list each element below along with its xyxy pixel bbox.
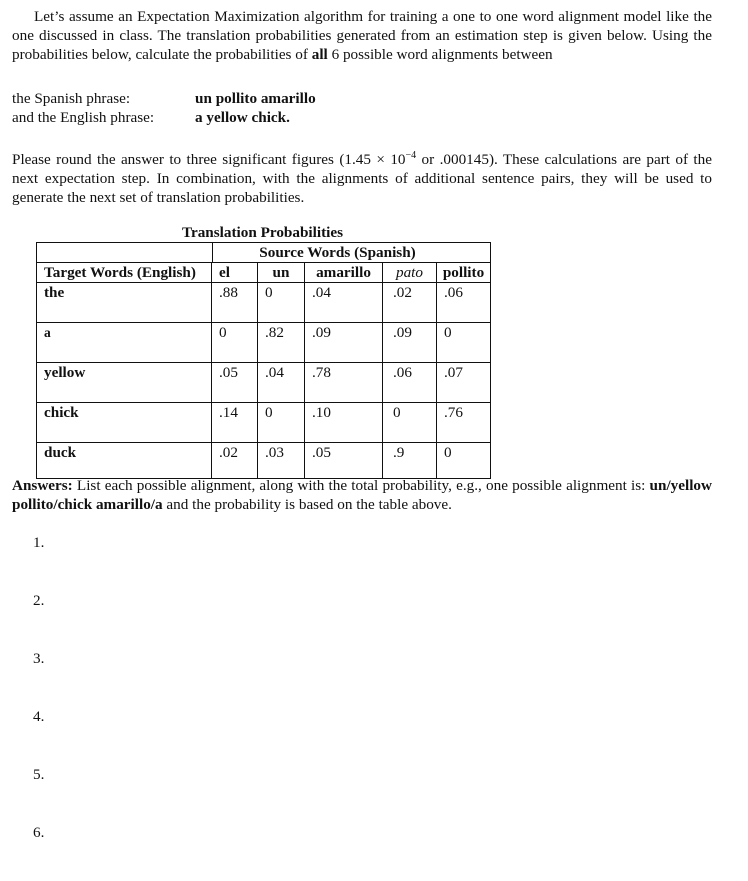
answer-list (33, 533, 44, 881)
table-row (37, 323, 490, 363)
table-cell: 0 (258, 283, 305, 322)
spanish-phrase-value: un pollito amarillo (195, 90, 316, 107)
intro-text-b: 6 possible word alignments between (327, 46, 553, 63)
table-cell: 0 (444, 324, 452, 341)
col-header-pato: pato (383, 263, 437, 282)
row-word: chick (37, 403, 212, 442)
source-header-row (37, 243, 490, 263)
answers-text-b: and the probability is based on the table above. (162, 496, 452, 513)
list-item: 6. (33, 824, 45, 841)
table-cell: .09 (305, 323, 383, 362)
answers-paragraph (12, 476, 712, 514)
spanish-phrase-label: the Spanish phrase: (12, 90, 131, 107)
table-cell: .04 (305, 283, 383, 322)
table-cell: .10 (305, 403, 383, 442)
rounding-paragraph (12, 150, 712, 207)
target-header: Target Words (English) (37, 263, 212, 282)
translation-table (36, 242, 491, 479)
table-cell: .09 (383, 323, 437, 362)
table-title: Translation Probabilities (181, 224, 344, 241)
list-item: 1. (33, 534, 45, 551)
table-row (37, 403, 490, 443)
list-item: 3. (33, 650, 45, 667)
table-cell: .14 (212, 403, 258, 442)
intro-text-a: Let’s assume an Expectation Maximization algorithm for training a one to one word alignment model like the one discussed in class. The translation probabilities generated from an estimation step is given below. Using the probabilities below, calculate the probabilities of (12, 8, 712, 63)
col-header-un: un (258, 263, 305, 282)
list-item: 2. (33, 592, 45, 609)
table-cell: 0 (444, 444, 452, 461)
table-cell: 0 (258, 403, 305, 442)
table-cell: .06 (444, 284, 463, 301)
table-cell: .05 (305, 443, 383, 478)
table-cell: .07 (444, 364, 463, 381)
spanish-phrase-row (12, 89, 512, 108)
table-cell: .02 (212, 443, 258, 478)
list-item: 5. (33, 766, 45, 783)
table-cell: .04 (258, 363, 305, 402)
table-cell: .9 (383, 443, 437, 478)
table-cell: .06 (383, 363, 437, 402)
rounding-text-a: Please round the answer to three significant figures ( (12, 151, 345, 168)
header-spacer (37, 243, 213, 262)
rounding-exponent: −4 (405, 149, 417, 161)
table-cell: .82 (258, 323, 305, 362)
row-word: yellow (37, 363, 212, 402)
table-cell: .03 (258, 443, 305, 478)
col-header-amarillo: amarillo (305, 263, 383, 282)
table-row (37, 443, 490, 479)
intro-paragraph (12, 7, 712, 64)
table-cell: .78 (305, 363, 383, 402)
table-cell: .88 (212, 283, 258, 322)
table-cell: .05 (212, 363, 258, 402)
source-header: Source Words (Spanish) (259, 244, 416, 261)
english-phrase-row (12, 108, 512, 127)
table-row (37, 363, 490, 403)
english-phrase-label: and the English phrase: (12, 109, 155, 126)
rounding-sci: 1.45 × 10 (344, 151, 406, 168)
phrase-pair (12, 89, 512, 127)
intro-emphasis: all (311, 46, 328, 63)
table-cell: .02 (383, 283, 437, 322)
row-word: the (37, 283, 212, 322)
table-cell: 0 (212, 323, 258, 362)
column-header-row (37, 263, 490, 282)
table-row (37, 282, 490, 323)
list-item: 4. (33, 708, 45, 725)
table-cell: 0 (383, 403, 437, 442)
table-cell: .76 (444, 404, 463, 421)
row-word: duck (37, 443, 212, 478)
col-header-el: el (212, 263, 258, 282)
row-word: a (37, 323, 212, 362)
answers-text-a: List each possible alignment, along with the total probability, e.g., one possible alignment is: (72, 477, 650, 494)
rounding-text-b: or .000145). These calculations are part of the next expectation step. In combination, with the alignments of additional sentence pairs, they will be used to generate the next set of translation probabilities. (12, 151, 712, 206)
answers-example: un/yellow pollito/chick amarillo/a (12, 477, 712, 513)
col-header-pollito: pollito (442, 264, 485, 281)
answers-label: Answers: (12, 477, 73, 494)
english-phrase-value: a yellow chick. (195, 109, 290, 126)
